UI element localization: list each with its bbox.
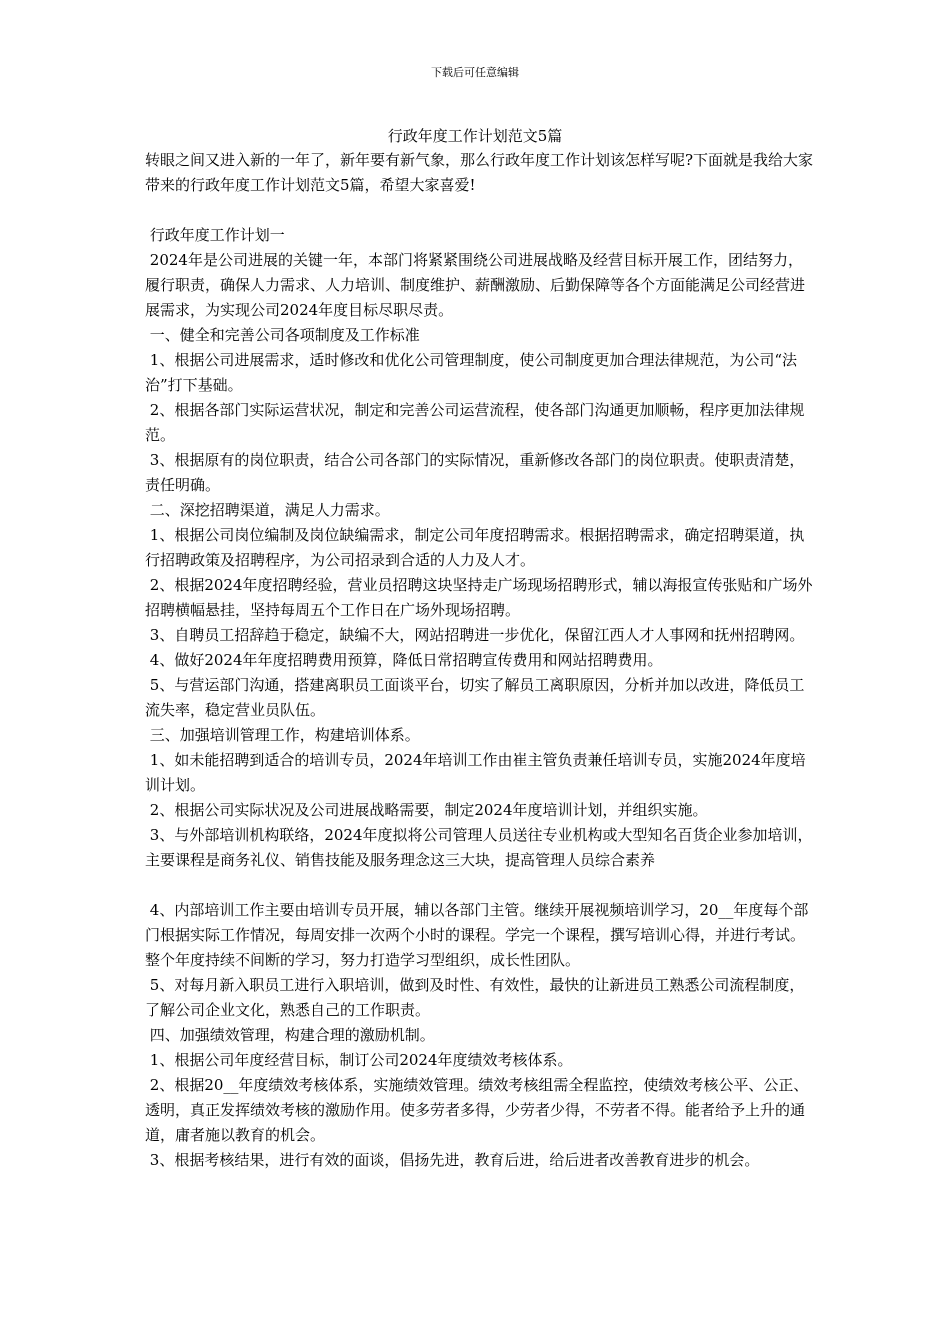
document-title: 行政年度工作计划范文5篇 [387, 127, 563, 145]
paragraph: 2、根据2024年度招聘经验，营业员招聘这块坚持走广场现场招聘形式，辅以海报宣传张贴和广场外招聘横幅悬挂，坚持每周五个工作日在广场外现场招聘。 [145, 576, 813, 619]
paragraph: 3、根据原有的岗位职责，结合公司各部门的实际情况，重新修改各部门的岗位职责。使职责清楚，责任明确。 [145, 451, 805, 494]
intro-paragraph: 转眼之间又进入新的一年了，新年要有新气象，那么行政年度工作计划该怎样写呢?下面就是我给大家带来的行政年度工作计划范文5篇，希望大家喜爱! [145, 151, 814, 194]
paragraph: 5、与营运部门沟通，搭建离职员工面谈平台，切实了解员工离职原因，分析并加以改进，降低员工流失率，稳定营业员队伍。 [145, 676, 805, 719]
paragraph: 1、如未能招聘到适合的培训专员，2024年培训工作由崔主管负责兼任培训专员，实施2024年度培训计划。 [145, 751, 806, 794]
plan1-opening: 2024年是公司进展的关键一年，本部门将紧紧围绕公司进展战略及经营目标开展工作，团结努力，履行职责，确保人力需求、人力培训、制度维护、薪酬激励、后勤保障等各个方面能满足公司经营进展需求，为实现公司2024年度目标尽职尽责。 [145, 251, 806, 319]
paragraph: 1、根据公司进展需求，适时修改和优化公司管理制度，使公司制度更加合理法律规范，为公司“法治”打下基础。 [145, 351, 797, 394]
paragraph: 四、加强绩效管理，构建合理的激励机制。 [145, 1026, 435, 1044]
paragraph: 二、深挖招聘渠道，满足人力需求。 [145, 501, 390, 519]
paragraph: 2、根据各部门实际运营状况，制定和完善公司运营流程，使各部门沟通更加顺畅，程序更加法律规范。 [145, 401, 805, 444]
paragraph: 2、根据20__年度绩效考核体系，实施绩效管理。绩效考核组需全程监控，使绩效考核公平、公正、透明，真正发挥绩效考核的激励作用。使多劳者多得，少劳者少得，不劳者不得。能者给予上升的通道，庸者施以教育的机会。 [145, 1076, 809, 1144]
paragraph: 3、与外部培训机构联络，2024年度拟将公司管理人员送往专业机构或大型知名百货企业参加培训，主要课程是商务礼仪、销售技能及服务理念这三大块，提高管理人员综合素养 [145, 826, 813, 869]
paragraph: 一、健全和完善公司各项制度及工作标准 [145, 326, 420, 344]
paragraph: 3、自聘员工招辞趋于稳定，缺编不大，网站招聘进一步优化，保留江西人才人事网和抚州招聘网。 [145, 626, 805, 644]
paragraph: 5、对每月新入职员工进行入职培训，做到及时性、有效性，最快的让新进员工熟悉公司流程制度，了解公司企业文化，熟悉自己的工作职责。 [145, 976, 805, 1019]
paragraph: 1、根据公司年度经营目标，制订公司2024年度绩效考核体系。 [145, 1051, 573, 1069]
paragraph: 2、根据公司实际状况及公司进展战略需要，制定2024年度培训计划，并组织实施。 [145, 801, 708, 819]
paragraph: 三、加强培训管理工作，构建培训体系。 [145, 726, 420, 744]
blank-line [145, 198, 815, 223]
paragraph: 4、做好2024年年度招聘费用预算，降低日常招聘宣传费用和网站招聘费用。 [145, 651, 663, 669]
paragraph: 4、内部培训工作主要由培训专员开展，辅以各部门主管。继续开展视频培训学习，20__年度每个部门根据实际工作情况，每周安排一次两个小时的课程。学完一个课程，撰写培训心得，并进行考试。整个年度持续不间断的学习，努力打造学习型组织，成长性团队。 [145, 901, 809, 969]
header-note: 下载后可任意编辑 [431, 66, 519, 79]
document-body [145, 148, 815, 1173]
paragraph: 3、根据考核结果，进行有效的面谈，倡扬先进，教育后进，给后进者改善教育进步的机会。 [145, 1151, 760, 1169]
blank-line [145, 873, 815, 898]
paragraph: 1、根据公司岗位编制及岗位缺编需求，制定公司年度招聘需求。根据招聘需求，确定招聘渠道，执行招聘政策及招聘程序，为公司招录到合适的人力及人才。 [145, 526, 805, 569]
plan1-heading: 行政年度工作计划一 [145, 226, 285, 244]
